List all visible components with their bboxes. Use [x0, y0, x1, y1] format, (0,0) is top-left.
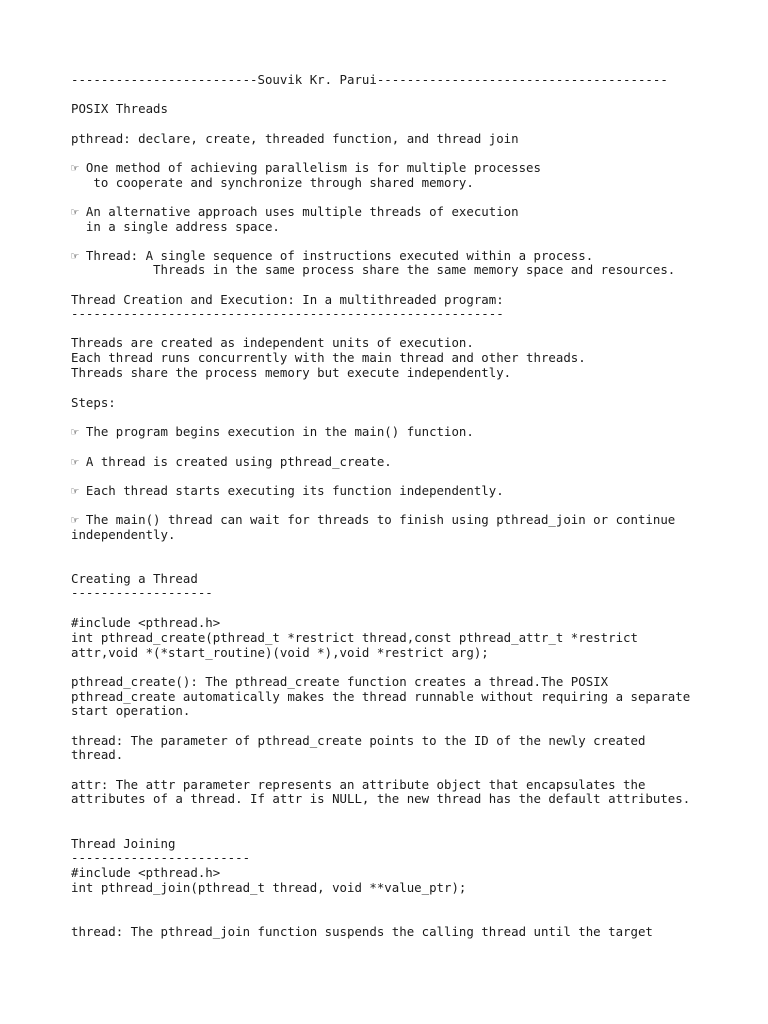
paragraph-line: attr: The attr parameter represents an attribute object that encapsulates the: [71, 777, 646, 792]
paragraph-line: thread.: [71, 747, 124, 762]
bullet-threads-line-1: ☞ An alternative approach uses multiple threads of execution: [71, 204, 519, 219]
bullet-parallelism-line-1: ☞ One method of achieving parallelism is for multiple processes: [71, 160, 541, 175]
bullet-parallelism-line-2: to cooperate and synchronize through shared memory.: [71, 175, 474, 190]
paragraph-line: thread: The pthread_join function suspends the calling thread until the target: [71, 924, 653, 939]
code-signature-line-1: int pthread_create(pthread_t *restrict thread,const pthread_attr_t *restrict: [71, 630, 638, 645]
paragraph-line: pthread_create automatically makes the thread runnable without requiring a separate: [71, 689, 691, 704]
document-title: POSIX Threads: [71, 101, 168, 116]
code-signature-line-2: attr,void *(*start_routine)(void *),void *restrict arg);: [71, 645, 489, 660]
subtitle-line: pthread: declare, create, threaded function, and thread join: [71, 131, 519, 146]
section-underline: ------------------------: [71, 850, 251, 865]
paragraph-line: pthread_create(): The pthread_create function creates a thread.The POSIX: [71, 674, 609, 689]
paragraph-line: Threads share the process memory but execute independently.: [71, 365, 512, 380]
step-item: ☞ The main() thread can wait for threads to finish using pthread_join or continue: [71, 512, 676, 527]
section-heading-creation-execution: Thread Creation and Execution: In a multithreaded program:: [71, 292, 504, 307]
step-item: ☞ The program begins execution in the main() function.: [71, 424, 474, 439]
paragraph-line: thread: The parameter of pthread_create points to the ID of the newly created: [71, 733, 646, 748]
paragraph-line: Threads are created as independent units of execution.: [71, 335, 474, 350]
section-heading-creating-thread: Creating a Thread: [71, 571, 198, 586]
bullet-threads-line-2: in a single address space.: [71, 219, 280, 234]
code-include-line: #include <pthread.h>: [71, 615, 221, 630]
bullet-thread-def-line-2: Threads in the same process share the same memory space and resources.: [71, 262, 676, 277]
author-header-line: -------------------------Souvik Kr. Parui---------------------------------------: [71, 72, 668, 87]
section-heading-thread-joining: Thread Joining: [71, 836, 176, 851]
section-underline: -------------------: [71, 585, 213, 600]
paragraph-line: start operation.: [71, 703, 191, 718]
step-item-continuation: independently.: [71, 527, 176, 542]
section-underline: ----------------------------------------------------------: [71, 306, 504, 321]
code-signature-line: int pthread_join(pthread_t thread, void **value_ptr);: [71, 880, 467, 895]
code-include-line: #include <pthread.h>: [71, 865, 221, 880]
step-item: ☞ A thread is created using pthread_create.: [71, 454, 392, 469]
step-item: ☞ Each thread starts executing its function independently.: [71, 483, 504, 498]
bullet-thread-def-line-1: ☞ Thread: A single sequence of instructions executed within a process.: [71, 248, 594, 263]
paragraph-line: attributes of a thread. If attr is NULL, the new thread has the default attributes.: [71, 791, 691, 806]
steps-heading: Steps:: [71, 395, 116, 410]
paragraph-line: Each thread runs concurrently with the main thread and other threads.: [71, 350, 586, 365]
